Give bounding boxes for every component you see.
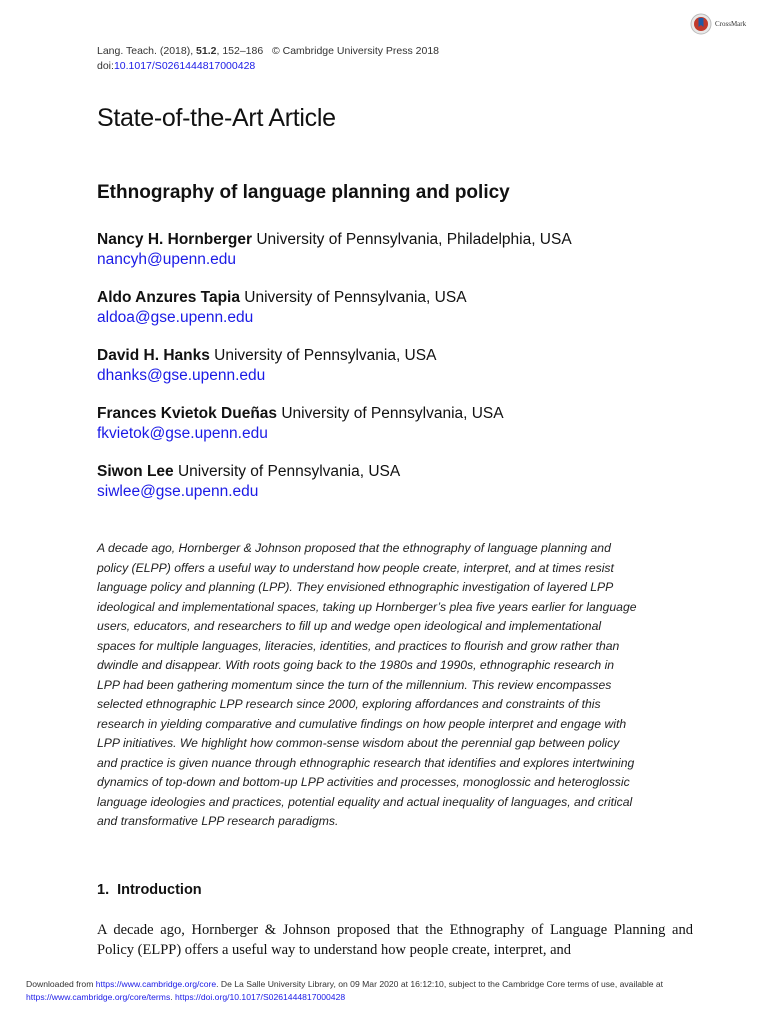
footer-separator: . (170, 992, 176, 1002)
citation-line (97, 44, 439, 59)
footer-downloaded: Downloaded from (26, 979, 96, 989)
doi-line (97, 59, 439, 74)
author-email[interactable]: aldoa@gse.upenn.edu (97, 309, 254, 326)
footer-doi-link[interactable]: https://doi.org/10.1017/S0261444817000428 (175, 992, 346, 1002)
download-footer (26, 978, 756, 1004)
author-block (97, 462, 400, 502)
author-block (97, 404, 504, 444)
author-email[interactable]: siwlee@gse.upenn.edu (97, 483, 259, 500)
author-name: Siwon Lee (97, 463, 174, 480)
copyright: © Cambridge University Press 2018 (271, 45, 440, 57)
doi-link[interactable]: 10.1017/S0261444817000428 (113, 60, 256, 72)
author-name: David H. Hanks (97, 347, 210, 364)
author-affiliation: University of Pennsylvania, USA (173, 463, 401, 480)
citation-header (97, 44, 439, 74)
section-heading (97, 882, 202, 898)
crossmark-icon (690, 13, 712, 35)
volume: 51.2 (196, 45, 217, 57)
author-block (97, 288, 467, 328)
author-affiliation: University of Pennsylvania, USA (239, 289, 467, 306)
author-email[interactable]: fkvietok@gse.upenn.edu (97, 425, 268, 442)
author-name: Frances Kvietok Dueñas (97, 405, 278, 422)
body-paragraph: A decade ago, Hornberger & Johnson proposed that the Ethnography of Language Planning and Policy (ELPP) offers a useful way to understand how people create, interpret, and (97, 922, 693, 958)
author-affiliation: University of Pennsylvania, USA (277, 405, 504, 422)
page-range: , 152–186 (216, 45, 264, 57)
terms-link[interactable]: https://www.cambridge.org/core/terms (26, 992, 171, 1002)
article-title: Ethnography of language planning and policy (97, 182, 510, 203)
journal-name: Lang. Teach. (2018), (97, 45, 197, 57)
author-affiliation: University of Pennsylvania, USA (209, 347, 437, 364)
footer-library: . De La Salle University Library, on 09 Mar 2020 at 16:12:10, subject to the Cambridge Core terms of use, available at (216, 979, 664, 989)
author-name: Nancy H. Hornberger (97, 231, 253, 248)
abstract: A decade ago, Hornberger & Johnson proposed that the ethnography of language planning and policy (ELPP) offers a useful way to understand how people create, interpret, and at times resist language policy and planning (LPP). They envisioned ethnographic investigation of layered LPP ideological and implementational spaces, taking up Hornberger’s plea five years earlier for language users, educators, and researchers to fill up and wedge open ideological and implementational spaces for multiple languages, literacies, identities, and practices to flourish and grow rather than dwindle and disappear. With roots going back to the 1980s and 1990s, ethnographic research in LPP had been gathering momentum since the turn of the millennium. This review encompasses selected ethnographic LPP research since 2000, exploring affordances and constraints of this research in yielding comparative and cumulative findings on how people interpret and engage with LPP initiatives. We highlight how common-sense wisdom about the perennial gap between policy and practice is given nuance through ethnographic research that identifies and explores intertwining dynamics of top-down and bottom-up LPP activities and processes, monoglossic and heteroglossic language ideologies and practices, potential equality and actual inequality of languages, and critical and transformative LPP research paradigms. (97, 541, 637, 828)
doi-prefix: doi: (97, 60, 114, 72)
crossmark-label: CrossMark (715, 20, 747, 28)
section-number: 1. (97, 882, 110, 898)
author-email[interactable]: dhanks@gse.upenn.edu (97, 367, 266, 384)
crossmark-badge[interactable] (690, 13, 746, 35)
author-email[interactable]: nancyh@upenn.edu (97, 251, 236, 268)
core-link[interactable]: https://www.cambridge.org/core (95, 979, 217, 989)
article-type: State-of-the-Art Article (97, 104, 336, 132)
author-block (97, 346, 436, 386)
author-block (97, 230, 572, 270)
section-title: Introduction (117, 882, 202, 898)
author-name: Aldo Anzures Tapia (97, 289, 240, 306)
author-affiliation: University of Pennsylvania, Philadelphia, USA (252, 231, 572, 248)
